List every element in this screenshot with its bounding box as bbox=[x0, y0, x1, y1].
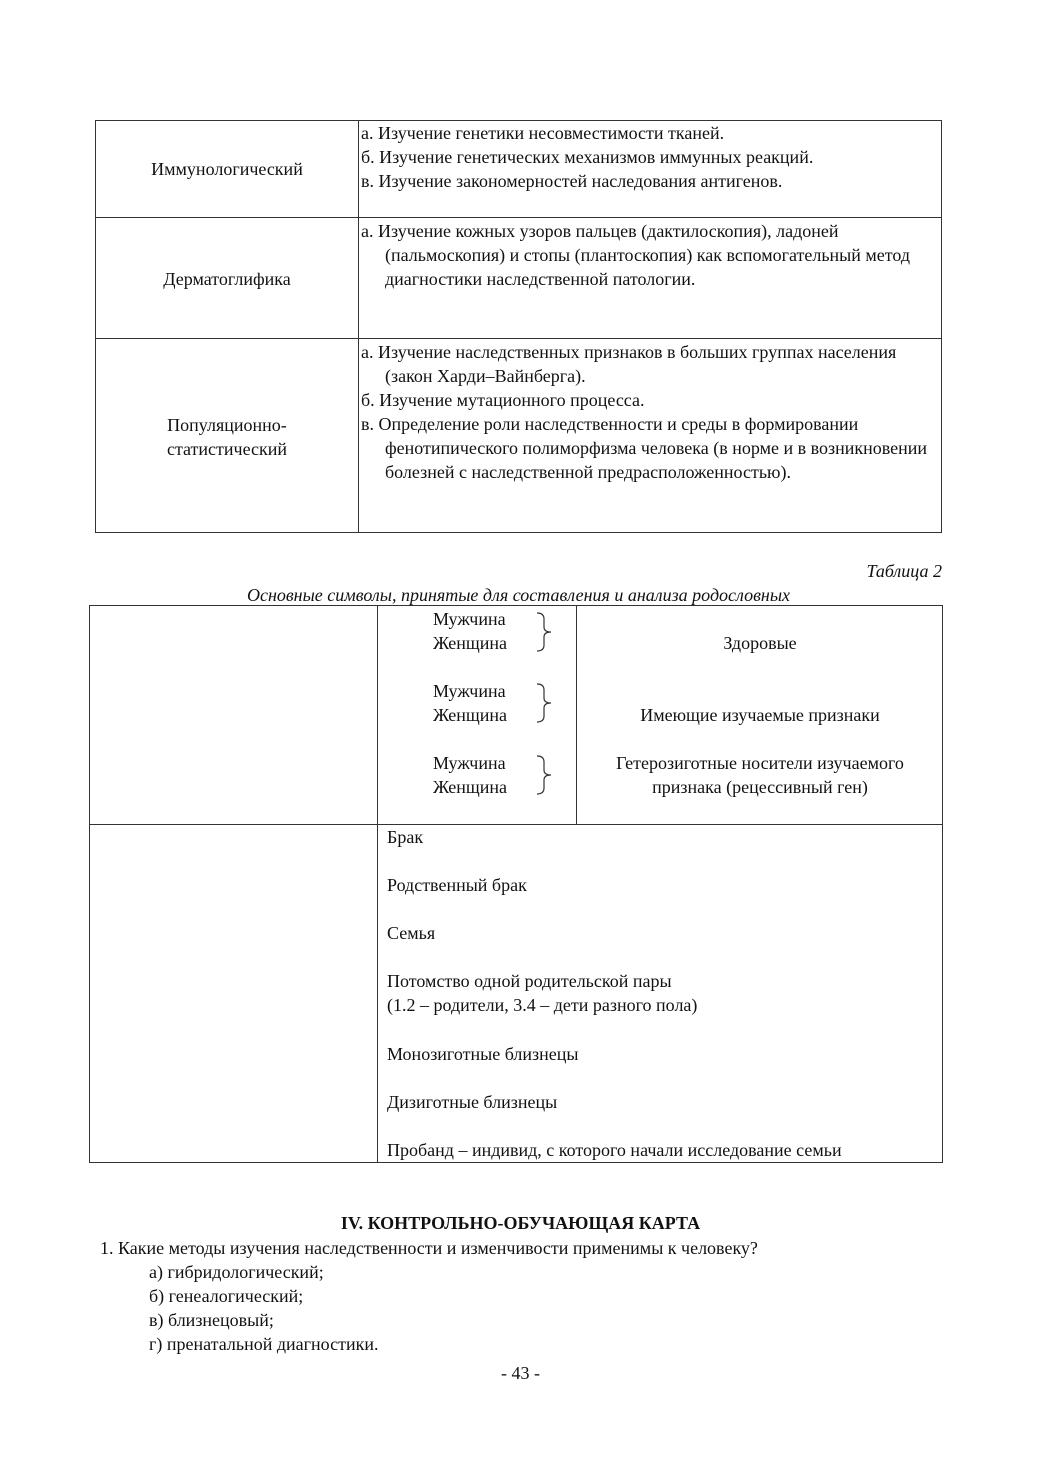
meaning-affected: Имеющие изучаемые признаки bbox=[640, 705, 880, 725]
meaning-carriers bbox=[578, 751, 942, 799]
relation-monozygotic-twins: Монозиготные близнецы bbox=[387, 1044, 579, 1064]
method-description bbox=[361, 219, 931, 291]
answer-option: а) гибридологический; bbox=[149, 1262, 324, 1282]
relation-dizygotic-twins: Дизиготные близнецы bbox=[387, 1092, 558, 1112]
relation-proband: Пробанд – индивид, с которого начали исследование семьи bbox=[387, 1140, 842, 1160]
male-label: Мужчина bbox=[433, 609, 506, 629]
symbol-group-healthy bbox=[433, 607, 507, 655]
male-label: Мужчина bbox=[433, 681, 506, 701]
right-brace-icon bbox=[535, 612, 553, 652]
right-brace-icon bbox=[535, 755, 553, 795]
table-caption: Основные символы, принятые для составления и анализа родословных bbox=[246, 585, 791, 605]
symbol-group-carriers bbox=[433, 751, 507, 799]
answer-option: г) пренатальной диагностики. bbox=[149, 1334, 379, 1354]
method-description bbox=[361, 340, 933, 484]
answer-option: в) близнецовый; bbox=[149, 1310, 274, 1330]
symbols-table-divider bbox=[576, 605, 577, 824]
symbol-group-affected bbox=[433, 679, 507, 727]
relation-marriage: Брак bbox=[387, 827, 424, 847]
method-name-dermatoglyphics: Дерматоглифика bbox=[163, 269, 291, 289]
methods-table-row-divider bbox=[95, 338, 942, 339]
methods-table-divider bbox=[358, 120, 359, 533]
method-name-line: Популяционно- bbox=[167, 415, 287, 435]
method-item: в. Определение роли наследственности и среды в формировании фенотипического полиморфизма человека (в норме и в возникновении болезней с наследственной предрасположенностью). bbox=[361, 414, 928, 482]
page-number: - 43 - bbox=[501, 1363, 540, 1383]
symbols-table-divider bbox=[377, 605, 378, 1163]
method-description bbox=[361, 121, 939, 193]
relation-family: Семья bbox=[387, 923, 436, 943]
female-label: Женщина bbox=[433, 633, 507, 653]
meaning-line: Гетерозиготные носители изучаемого bbox=[616, 753, 904, 773]
answer-options bbox=[149, 1260, 378, 1356]
section-title: IV. КОНТРОЛЬНО-ОБУЧАЮЩАЯ КАРТА bbox=[340, 1213, 701, 1233]
method-name-line: статистический bbox=[166, 439, 288, 459]
table-number: Таблица 2 bbox=[866, 561, 942, 581]
symbols-table-row-divider bbox=[89, 824, 943, 825]
meaning-line: признака (рецессивный ген) bbox=[652, 777, 868, 797]
method-name-population bbox=[96, 413, 358, 461]
method-item: а. Изучение кожных узоров пальцев (дактилоскопия), ладоней (пальмоскопия) и стопы (плантоскопия) как вспомогательный метод диагностики наследственной патологии. bbox=[361, 221, 911, 289]
method-name-immunological: Иммунологический bbox=[151, 159, 303, 179]
right-brace-icon bbox=[535, 683, 553, 723]
method-item: в. Изучение закономерностей наследования антигенов. bbox=[361, 171, 783, 191]
method-item: б. Изучение генетических механизмов иммунных реакций. bbox=[361, 147, 814, 167]
method-item: б. Изучение мутационного процесса. bbox=[361, 390, 645, 410]
male-label: Мужчина bbox=[433, 753, 506, 773]
method-item: а. Изучение генетики несовместимости тканей. bbox=[361, 123, 725, 143]
relation-offspring-note: (1.2 – родители, 3.4 – дети разного пола) bbox=[387, 995, 698, 1015]
methods-table-row-divider bbox=[95, 217, 942, 218]
question-1: 1. Какие методы изучения наследственности и изменчивости применимы к человеку? bbox=[100, 1238, 758, 1258]
answer-option: б) генеалогический; bbox=[149, 1286, 304, 1306]
relation-consanguineous-marriage: Родственный брак bbox=[387, 875, 527, 895]
female-label: Женщина bbox=[433, 777, 507, 797]
female-label: Женщина bbox=[433, 705, 507, 725]
relation-offspring: Потомство одной родительской пары bbox=[387, 971, 672, 991]
method-item: а. Изучение наследственных признаков в больших группах населения (закон Харди–Вайнберга). bbox=[361, 342, 897, 386]
meaning-healthy: Здоровые bbox=[723, 633, 797, 653]
